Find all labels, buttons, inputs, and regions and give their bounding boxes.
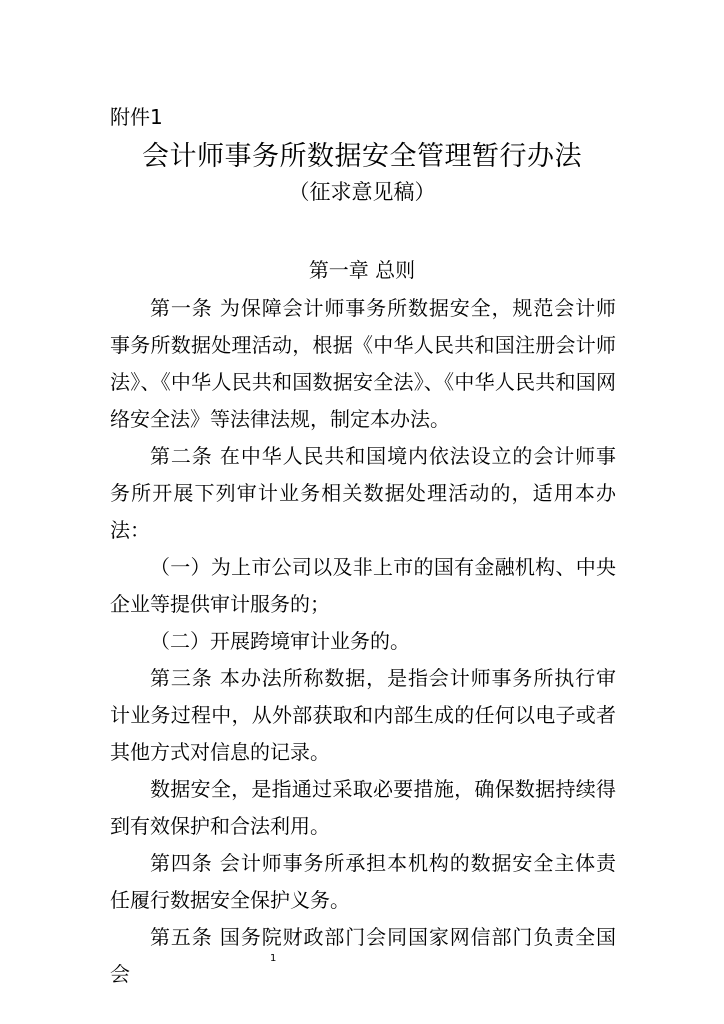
article-2-item-2: （二）开展跨境审计业务的。	[150, 629, 410, 653]
article-5-paragraph: 第五条 国务院财政部门会同国家网信部门负责全国会	[110, 925, 616, 986]
document-title: 会计师事务所数据安全管理暂行办法	[142, 141, 582, 172]
article-2-item-1: （一）为上市公司以及非上市的国有金融机构、中央企业等提供审计服务的；	[110, 555, 616, 616]
document-subtitle: （征求意见稿）	[288, 180, 436, 204]
article-2-paragraph: 第二条 在中华人民共和国境内依法设立的会计师事务所开展下列审计业务相关数据处理活动的，适用本办法：	[110, 444, 616, 542]
article-1-paragraph: 第一条 为保障会计师事务所数据安全，规范会计师事务所数据处理活动，根据《中华人民共和国注册会计师法》、《中华人民共和国数据安全法》、《中华人民共和国网络安全法》等法律法规，制定本办法。	[110, 296, 616, 431]
page-number: 1	[270, 953, 277, 964]
document-body	[110, 290, 616, 993]
attachment-label: 附件1	[110, 105, 163, 129]
article-3-paragraph: 第三条 本办法所称数据，是指会计师事务所执行审计业务过程中，从外部获取和内部生成的任何以电子或者其他方式对信息的记录。	[110, 666, 616, 764]
chapter-heading: 第一章 总则	[308, 258, 416, 282]
data-security-definition: 数据安全，是指通过采取必要措施，确保数据持续得到有效保护和合法利用。	[110, 777, 616, 838]
article-4-paragraph: 第四条 会计师事务所承担本机构的数据安全主体责任履行数据安全保护义务。	[110, 851, 616, 912]
